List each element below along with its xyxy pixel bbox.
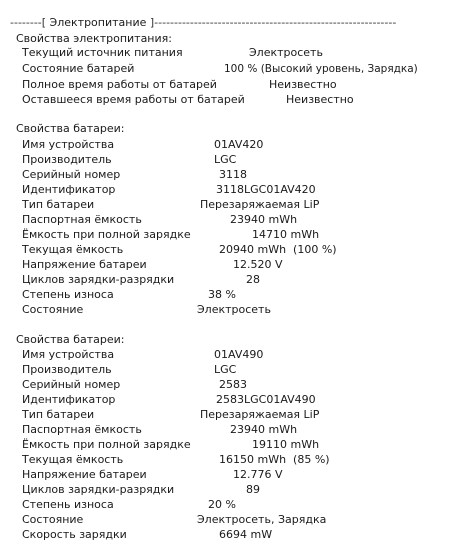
battery1-label: Паспортная ёмкость bbox=[22, 213, 142, 226]
battery1-label: Состояние bbox=[22, 303, 84, 316]
battery1-value: Электросеть bbox=[197, 303, 271, 316]
power-value: Неизвестно bbox=[269, 78, 337, 91]
battery2-label: Паспортная ёмкость bbox=[22, 423, 142, 436]
battery1-value: 14710 mWh bbox=[252, 228, 320, 241]
battery2-value: LGC bbox=[214, 363, 237, 376]
battery2-label: Состояние bbox=[22, 513, 84, 526]
battery2-label: Идентификатор bbox=[22, 393, 116, 406]
battery1-value: 3118LGC01AV420 bbox=[216, 183, 316, 196]
battery2-value: 16150 mWh (85 %) bbox=[219, 453, 330, 466]
battery2-label: Скорость зарядки bbox=[22, 528, 127, 541]
battery2-label: Циклов зарядки-разрядки bbox=[22, 483, 175, 496]
power-value: 100 % (Высокий уровень, Зарядка) bbox=[224, 63, 418, 75]
battery1-label: Текущая ёмкость bbox=[22, 243, 124, 256]
power-label: Оставшееся время работы от батарей bbox=[22, 93, 245, 106]
battery1-value: 23940 mWh bbox=[230, 213, 298, 226]
battery1-label: Идентификатор bbox=[22, 183, 116, 196]
battery1-label: Производитель bbox=[22, 153, 112, 166]
battery1-label: Циклов зарядки-разрядки bbox=[22, 273, 175, 286]
battery1-value: Перезаряжаемая LiP bbox=[200, 198, 320, 211]
battery2-value: 19110 mWh bbox=[252, 438, 320, 451]
battery2-label: Текущая ёмкость bbox=[22, 453, 124, 466]
battery2-value: 20 % bbox=[208, 498, 236, 511]
battery1-label: Серийный номер bbox=[22, 168, 121, 181]
battery1-value: 12.520 V bbox=[233, 258, 283, 271]
battery1-value: 01AV420 bbox=[214, 138, 264, 151]
battery2-value: Перезаряжаемая LiP bbox=[200, 408, 320, 421]
battery1-label: Напряжение батареи bbox=[22, 258, 147, 271]
battery2-value: 23940 mWh bbox=[230, 423, 298, 436]
battery2-label: Степень износа bbox=[22, 498, 114, 511]
battery1-label: Имя устройства bbox=[22, 138, 115, 151]
header-title: Электропитание bbox=[49, 16, 147, 29]
power-value: Электросеть bbox=[249, 46, 323, 59]
battery2-label: Напряжение батареи bbox=[22, 468, 147, 481]
battery2-label: Ёмкость при полной зарядке bbox=[22, 438, 191, 451]
battery2-value: 12.776 V bbox=[233, 468, 283, 481]
header-suffix: ]------------------------------------------------------------- bbox=[146, 16, 397, 29]
battery2-value: 2583LGC01AV490 bbox=[216, 393, 316, 406]
section-header bbox=[3, 2, 396, 30]
battery1-section-title: Свойства батареи: bbox=[16, 122, 125, 135]
battery2-label: Производитель bbox=[22, 363, 112, 376]
battery2-value: 01AV490 bbox=[214, 348, 264, 361]
battery2-section-title: Свойства батареи: bbox=[16, 333, 125, 346]
battery1-value: 3118 bbox=[219, 168, 247, 181]
power-label: Состояние батарей bbox=[22, 62, 135, 75]
battery2-label: Имя устройства bbox=[22, 348, 115, 361]
battery1-label: Ёмкость при полной зарядке bbox=[22, 228, 191, 241]
battery2-label: Тип батареи bbox=[22, 408, 95, 421]
battery1-label: Степень износа bbox=[22, 288, 114, 301]
header-prefix: --------[ bbox=[10, 16, 50, 29]
battery2-value: 89 bbox=[246, 483, 260, 496]
power-value: Неизвестно bbox=[286, 93, 354, 106]
battery1-value: 20940 mWh (100 %) bbox=[219, 243, 337, 256]
battery2-value: Электросеть, Зарядка bbox=[197, 513, 327, 526]
battery2-label: Серийный номер bbox=[22, 378, 121, 391]
battery2-value: 2583 bbox=[219, 378, 247, 391]
battery1-value: 38 % bbox=[208, 288, 236, 301]
power-label: Текущий источник питания bbox=[22, 46, 183, 59]
battery1-label: Тип батареи bbox=[22, 198, 95, 211]
battery1-value: 28 bbox=[246, 273, 260, 286]
battery2-value: 6694 mW bbox=[219, 528, 273, 541]
battery1-value: LGC bbox=[214, 153, 237, 166]
power-section-title: Свойства электропитания: bbox=[16, 32, 172, 45]
power-label: Полное время работы от батарей bbox=[22, 78, 217, 91]
